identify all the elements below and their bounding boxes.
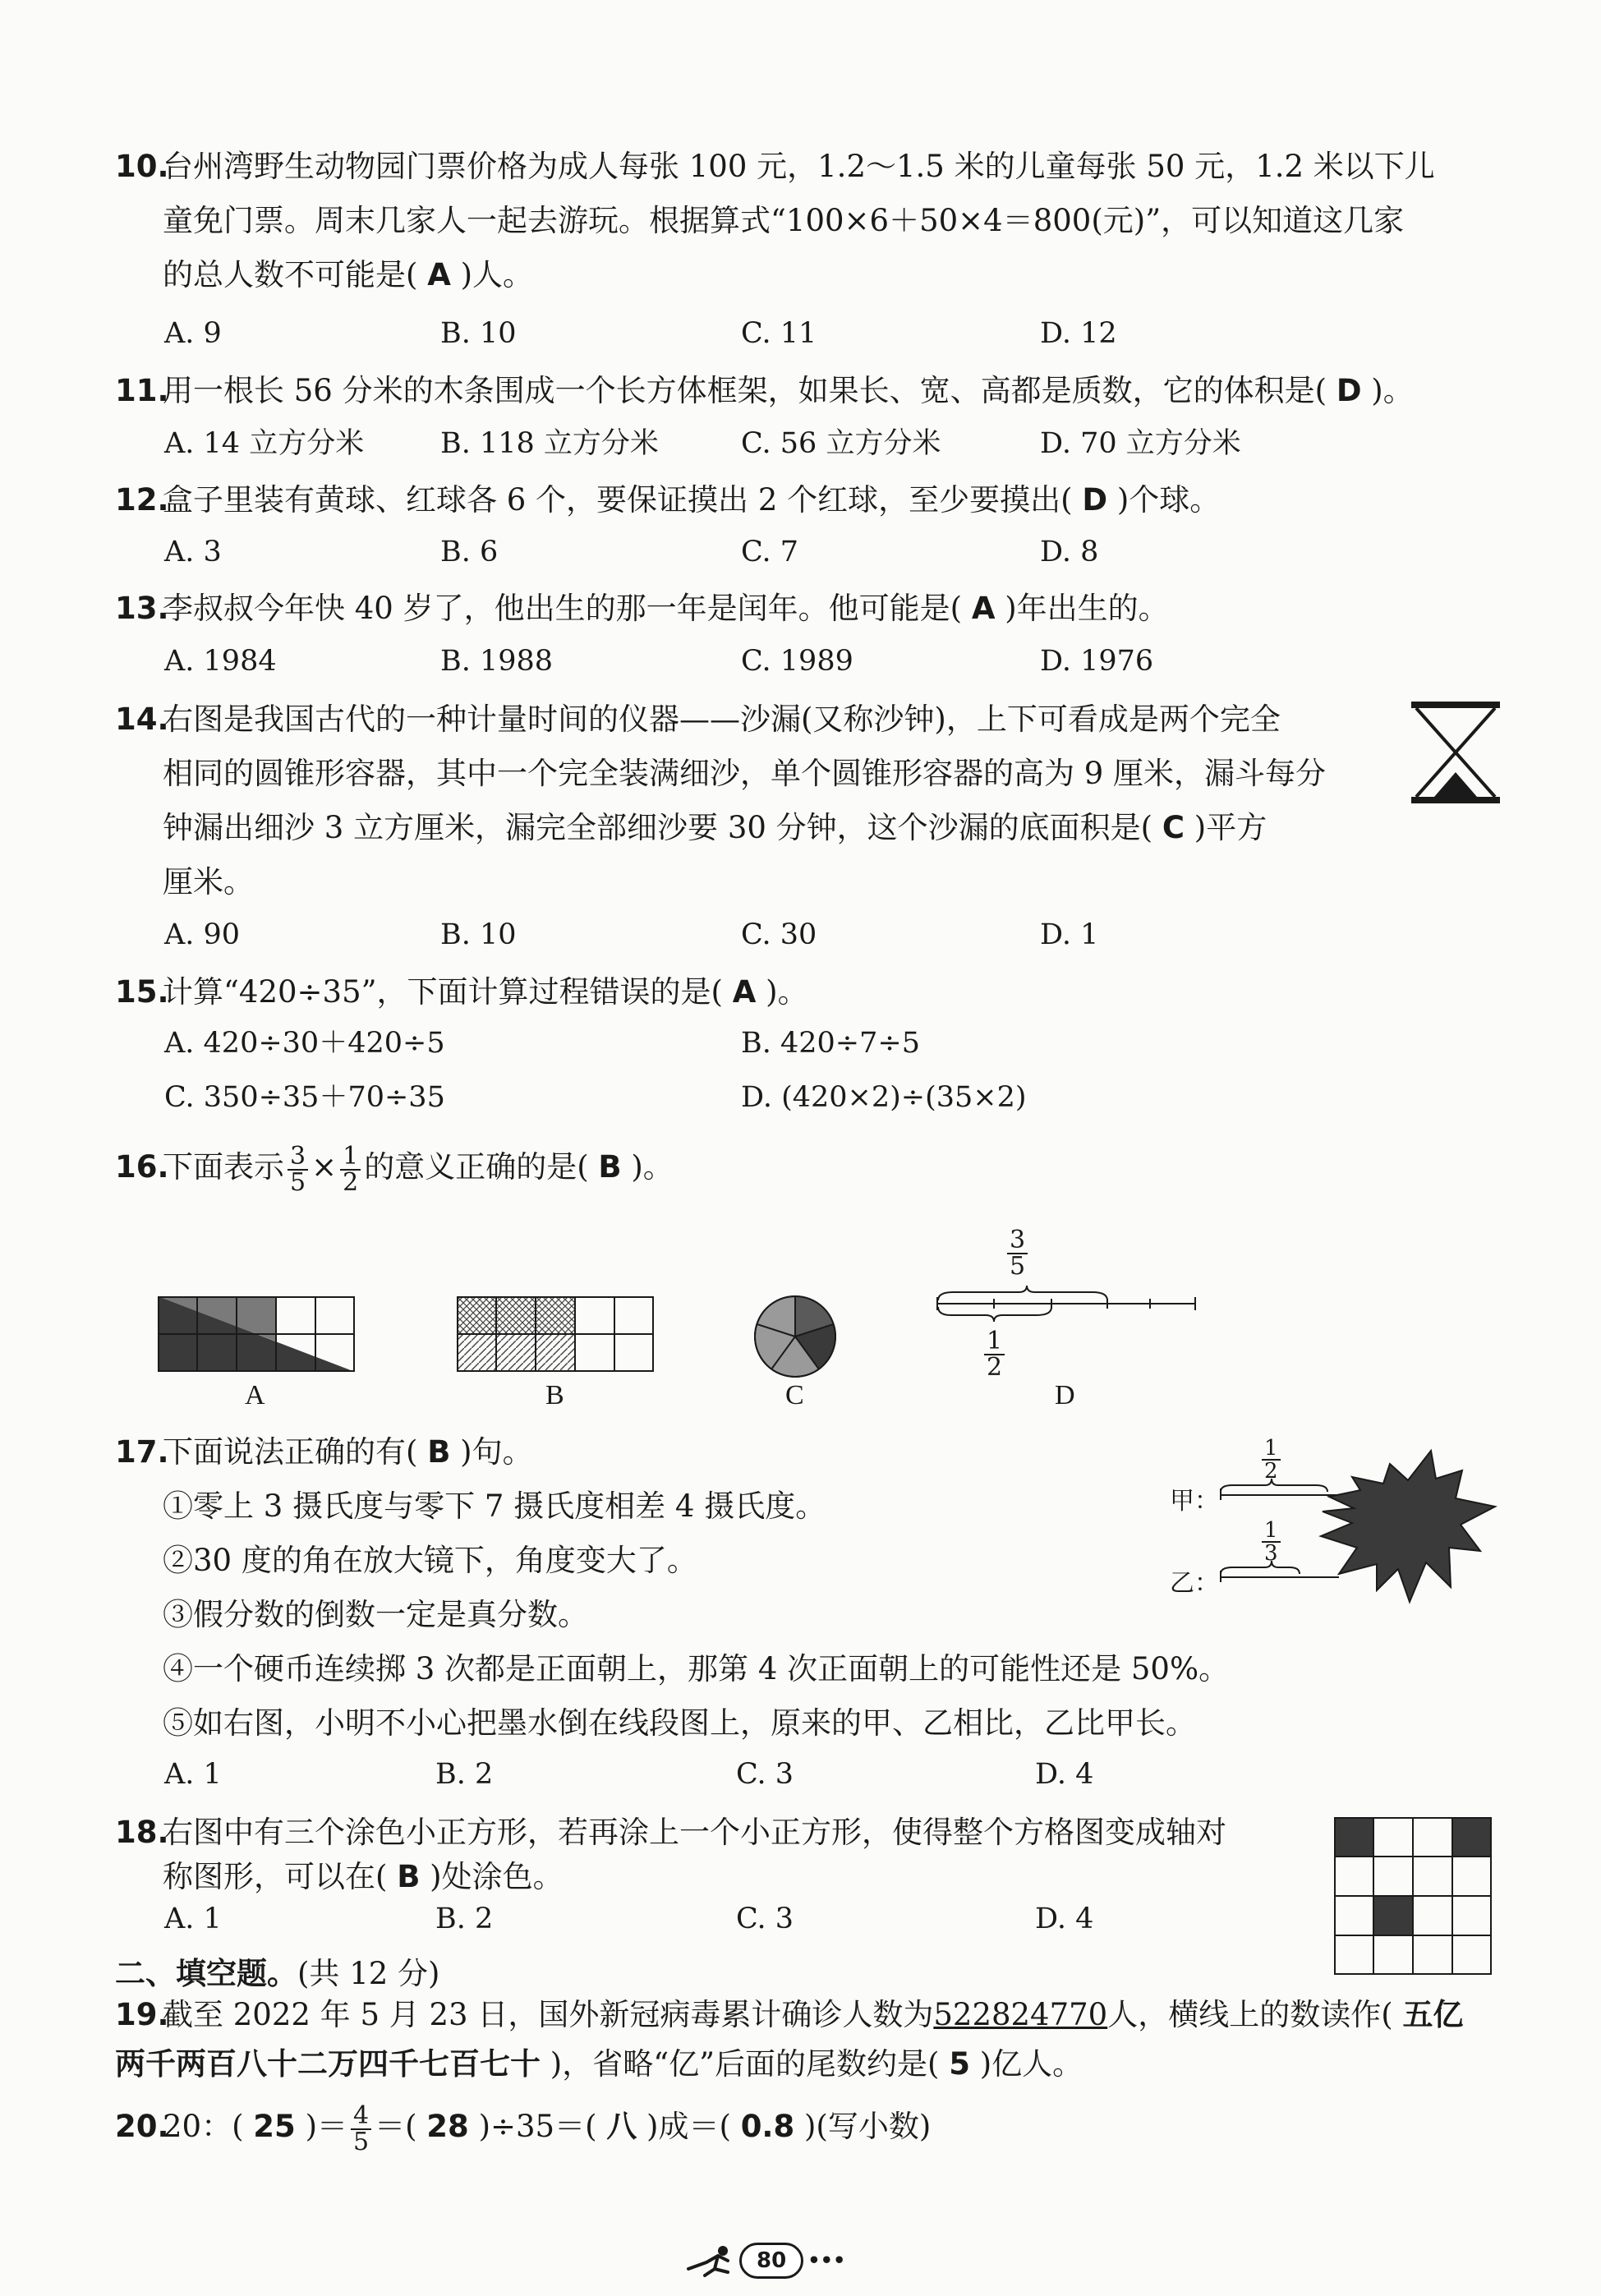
numerator: 1 xyxy=(984,1329,1005,1355)
question-text: 下面表示 xyxy=(163,1149,284,1185)
numerator: 3 xyxy=(288,1144,308,1171)
question-text: 厘米。 xyxy=(163,864,254,900)
question-text: 李叔叔今年快 40 岁了，他出生的那一年是闰年。他可能是( xyxy=(163,591,963,626)
numerator: 1 xyxy=(340,1144,361,1171)
option-d: D. 70 立方分米 xyxy=(1040,427,1241,460)
option-b: B. 10 xyxy=(440,317,517,350)
statement-5: ⑤如右图，小明不小心把墨水倒在线段图上，原来的甲、乙相比，乙比甲长。 xyxy=(163,1705,1196,1741)
option-d: D. 8 xyxy=(1040,536,1099,568)
question-text: )句。 xyxy=(460,1434,533,1470)
question-number: 12. xyxy=(115,482,169,518)
question-text: 右图是我国古代的一种计量时间的仪器——沙漏(又称沙钟)，上下可看成是两个完全 xyxy=(163,702,1281,737)
question-text: )＝ xyxy=(305,2109,347,2144)
section-points: (共 12 分) xyxy=(297,1956,440,1991)
question-text: 截至 2022 年 5 月 23 日，国外新冠病毒累计确诊人数为 xyxy=(163,1997,934,2032)
question-text: )亿人。 xyxy=(979,2046,1083,2082)
question-text: 台州湾野生动物园门票价格为成人每张 100 元，1.2～1.5 米的儿童每张 50 元，1.2 米以下儿 xyxy=(163,149,1435,184)
question-number: 18. xyxy=(115,1815,169,1850)
question-text: 计算“420÷35”，下面计算过程错误的是( xyxy=(163,974,723,1010)
fraction xyxy=(351,2100,371,2156)
option-c: C. 3 xyxy=(736,1903,794,1935)
question-text: 童免门票。周末几家人一起去游玩。根据算式“100×6＋50×4＝800(元)”，可以知道这几家 xyxy=(163,203,1405,238)
option-c: C. 56 立方分米 xyxy=(741,427,941,460)
question-text: 称图形，可以在( xyxy=(163,1859,388,1894)
question-number: 19. xyxy=(115,1997,169,2032)
option-d: D. 12 xyxy=(1040,317,1117,350)
question-text: )年出生的。 xyxy=(1005,591,1169,626)
answer: D xyxy=(1336,373,1362,408)
question-text: )。 xyxy=(1371,373,1414,408)
figure-d-segment xyxy=(936,1286,1199,1343)
option-a: A. 9 xyxy=(164,317,222,350)
answer: B xyxy=(427,1434,451,1470)
question-number: 14. xyxy=(115,702,169,737)
option-a: A. 90 xyxy=(164,918,241,951)
option-b: B. 10 xyxy=(440,918,517,951)
question-text: 下面说法正确的有( xyxy=(163,1434,418,1470)
statement-4: ④一个硬币连续掷 3 次都是正面朝上，那第 4 次正面朝上的可能性还是 50%。 xyxy=(163,1651,1230,1686)
option-d: D. 1976 xyxy=(1040,645,1154,678)
option-b: B. 2 xyxy=(435,1903,494,1935)
question-number: 17. xyxy=(115,1434,169,1470)
question-text: 人，横线上的数读作( xyxy=(1107,1997,1393,2032)
question-text: 钟漏出细沙 3 立方厘米，漏完全部细沙要 30 分钟，这个沙漏的底面积是( xyxy=(163,810,1153,845)
answer: 5 xyxy=(949,2046,970,2082)
question-number: 11. xyxy=(115,373,169,408)
question-text: )平方 xyxy=(1194,810,1267,845)
option-a: A. 14 立方分米 xyxy=(164,427,365,460)
statement-1: ①零上 3 摄氏度与零下 7 摄氏度相差 4 摄氏度。 xyxy=(163,1488,826,1524)
option-c: C. 30 xyxy=(741,918,817,951)
figure-c-pie xyxy=(752,1294,838,1379)
question-text: )处涂色。 xyxy=(430,1859,564,1894)
answer: 两千两百八十二万四千七百七十 xyxy=(115,2046,541,2082)
figure-d-top-fraction xyxy=(1007,1228,1028,1279)
figure-label-a: A xyxy=(245,1380,265,1410)
ink-spill-figure xyxy=(1216,1446,1503,1610)
figure-b-grid xyxy=(457,1296,654,1372)
answer: A xyxy=(971,591,996,626)
answer: 0.8 xyxy=(740,2109,795,2144)
question-text: )÷35＝( xyxy=(478,2109,597,2144)
runner-icon xyxy=(682,2244,739,2277)
question-text: )。 xyxy=(631,1149,674,1185)
statement-3: ③假分数的倒数一定是真分数。 xyxy=(163,1597,588,1632)
answer: 五亿 xyxy=(1402,1997,1464,2032)
fraction xyxy=(340,1141,361,1197)
question-text: 右图中有三个涂色小正方形，若再涂上一个小正方形，使得整个方格图变成轴对 xyxy=(163,1815,1226,1850)
question-text: )成＝( xyxy=(646,2109,731,2144)
question-number: 20. xyxy=(115,2109,169,2144)
statement-2: ②30 度的角在放大镜下，角度变大了。 xyxy=(163,1543,697,1578)
question-text: ＝( xyxy=(375,2109,417,2144)
figure-label-d: D xyxy=(1055,1380,1075,1410)
hourglass-figure xyxy=(1410,700,1502,805)
option-c: C. 11 xyxy=(741,317,817,350)
question-number: 10. xyxy=(115,149,169,184)
question-text: 20：( xyxy=(163,2109,244,2144)
answer: A xyxy=(732,974,757,1010)
underlined-number: 522824770 xyxy=(933,1997,1108,2032)
numerator: 4 xyxy=(351,2104,371,2130)
numerator: 3 xyxy=(1007,1228,1028,1254)
segment-jia-label: 甲： xyxy=(1170,1488,1219,1515)
question-text: 盒子里装有黄球、红球各 6 个，要保证摸出 2 个红球，至少要摸出( xyxy=(163,482,1073,518)
option-b: B. 118 立方分米 xyxy=(440,427,659,460)
denominator: 2 xyxy=(987,1353,1003,1382)
answer: 28 xyxy=(426,2109,469,2144)
answer: B xyxy=(397,1859,421,1894)
option-c: C. 350÷35＋70÷35 xyxy=(164,1081,445,1114)
dots-decoration: ••• xyxy=(807,2248,846,2272)
question-text: )人。 xyxy=(460,257,534,292)
answer: D xyxy=(1082,482,1108,518)
option-d: D. 1 xyxy=(1040,918,1099,951)
answer: A xyxy=(427,257,451,292)
answer: B xyxy=(598,1149,622,1185)
option-b: B. 6 xyxy=(440,536,499,568)
question-number: 16. xyxy=(115,1149,169,1185)
section-heading xyxy=(115,1949,439,1993)
question-text: 相同的圆锥形容器，其中一个完全装满细沙，单个圆锥形容器的高为 9 厘米，漏斗每分 xyxy=(163,756,1327,791)
option-d: D. 4 xyxy=(1035,1903,1094,1935)
figure-d-bottom-fraction xyxy=(984,1329,1005,1380)
option-c: C. 7 xyxy=(741,536,799,568)
denominator: 5 xyxy=(353,2127,370,2156)
answer: 八 xyxy=(606,2109,637,2144)
question-text: )。 xyxy=(766,974,808,1010)
question-text: )，省略“亿”后面的尾数约是( xyxy=(550,2046,940,2082)
option-b: B. 1988 xyxy=(440,645,554,678)
option-a: A. 1 xyxy=(164,1758,222,1791)
question-text: 的总人数不可能是( xyxy=(163,257,418,292)
option-b: B. 2 xyxy=(435,1758,494,1791)
question-text: )个球。 xyxy=(1116,482,1221,518)
question-text: 的意义正确的是( xyxy=(364,1149,589,1185)
page-number: 80 xyxy=(739,2243,803,2279)
question-number: 15. xyxy=(115,974,169,1010)
option-a: A. 3 xyxy=(164,536,222,568)
option-b: B. 420÷7÷5 xyxy=(741,1027,920,1060)
option-a: A. 420÷30＋420÷5 xyxy=(164,1027,445,1060)
question-text: )(写小数) xyxy=(804,2109,932,2144)
figure-label-b: B xyxy=(545,1380,564,1410)
numerator: 1 xyxy=(1262,1520,1281,1543)
denominator: 2 xyxy=(1264,1459,1278,1484)
denominator: 3 xyxy=(1264,1541,1278,1566)
option-d: D. (420×2)÷(35×2) xyxy=(741,1081,1027,1114)
symmetry-grid-figure xyxy=(1334,1817,1492,1975)
denominator: 2 xyxy=(343,1167,359,1197)
option-a: A. 1984 xyxy=(164,645,277,678)
answer: 25 xyxy=(253,2109,296,2144)
option-a: A. 1 xyxy=(164,1903,222,1935)
question-number: 13. xyxy=(115,591,169,626)
option-c: C. 1989 xyxy=(741,645,853,678)
segment-yi-label: 乙： xyxy=(1170,1570,1219,1597)
denominator: 5 xyxy=(1010,1252,1026,1281)
denominator: 5 xyxy=(290,1167,306,1197)
figure-label-c: C xyxy=(785,1380,804,1410)
figure-a-grid xyxy=(158,1296,355,1372)
fraction xyxy=(288,1141,308,1197)
question-text: 用一根长 56 分米的木条围成一个长方体框架，如果长、宽、高都是质数，它的体积是( xyxy=(163,373,1327,408)
option-c: C. 3 xyxy=(736,1758,794,1791)
option-d: D. 4 xyxy=(1035,1758,1094,1791)
times-sign: × xyxy=(311,1149,338,1185)
page-footer xyxy=(739,2243,845,2279)
answer: C xyxy=(1162,810,1185,845)
section-title: 二、填空题。 xyxy=(115,1956,297,1991)
numerator: 1 xyxy=(1262,1438,1281,1461)
